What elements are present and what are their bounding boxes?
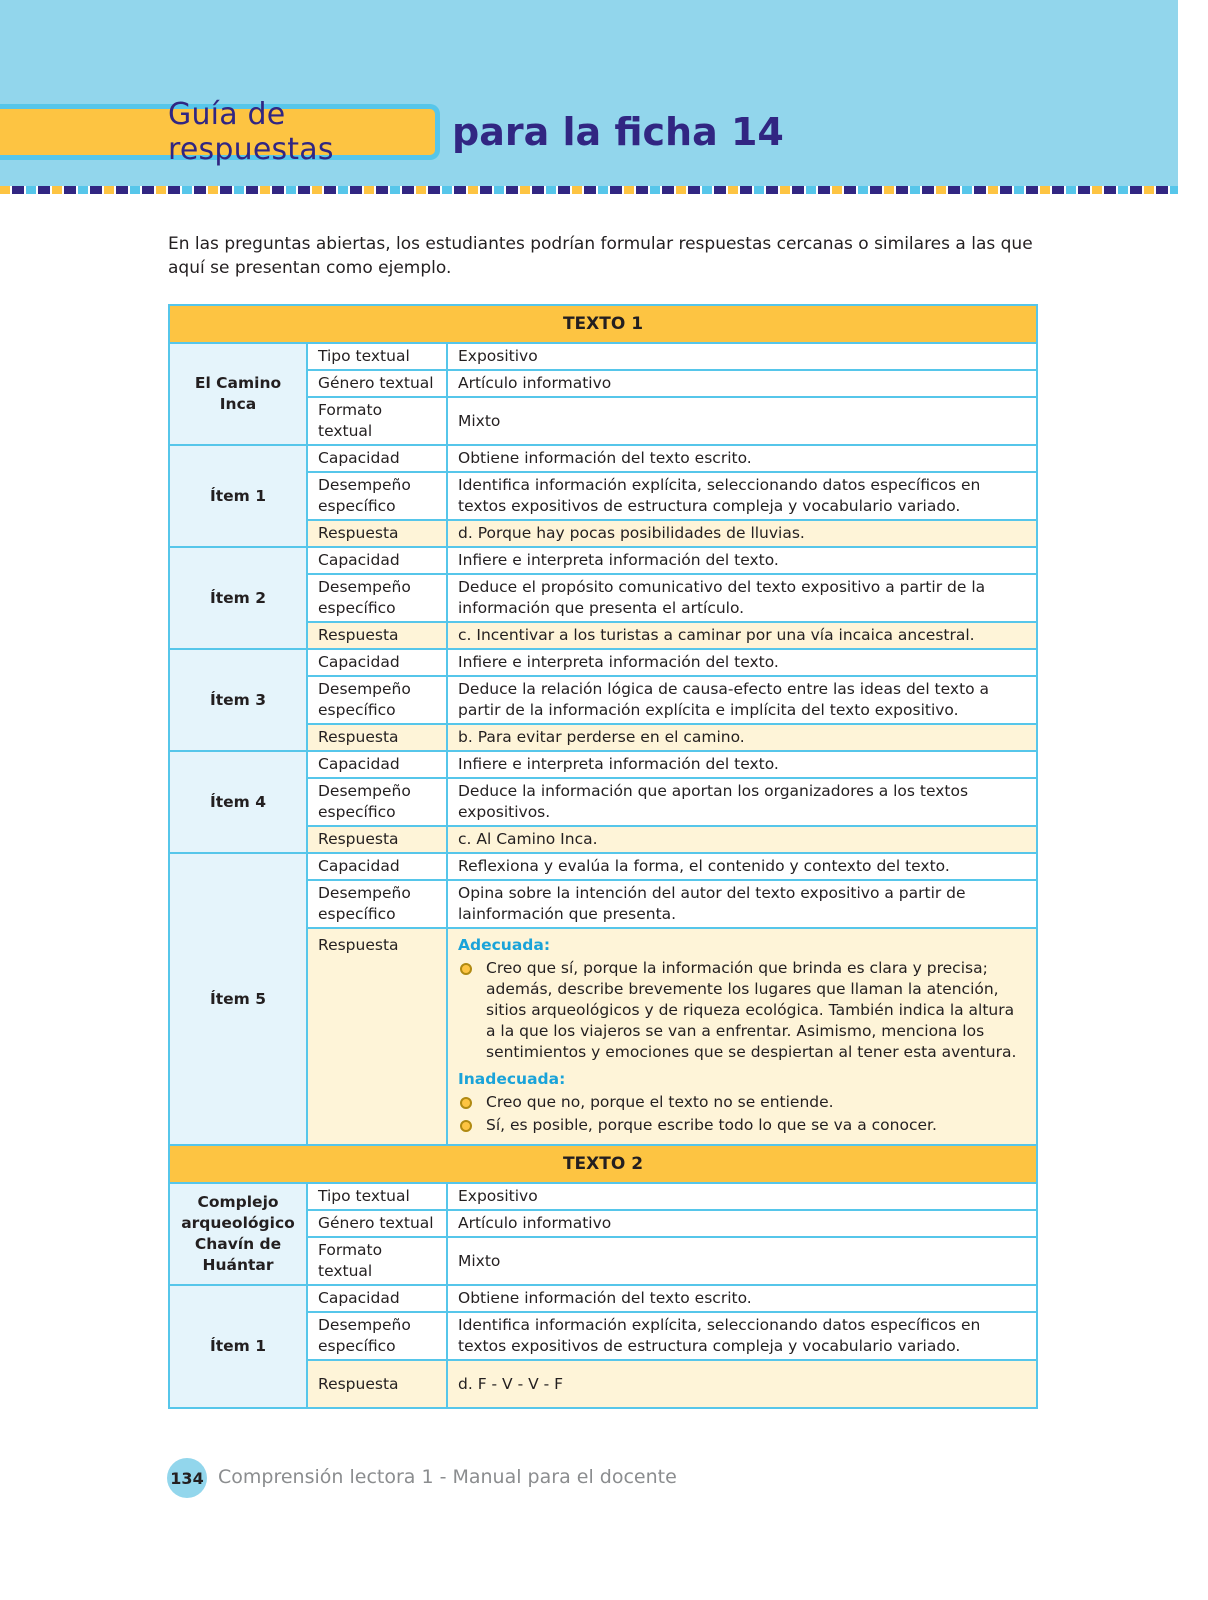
value-cell: Expositivo [447, 1183, 1037, 1210]
value-cell: Deduce la información que aportan los organizadores a los textos expositivos. [447, 778, 1037, 826]
label-cell: Formato textual [307, 1237, 447, 1285]
label-cell: Respuesta [307, 1360, 447, 1408]
label-cell: Capacidad [307, 853, 447, 880]
value-cell: Opina sobre la intención del autor del texto expositivo a partir de lainformación que presenta. [447, 880, 1037, 928]
label-cell: Desempeño específico [307, 574, 447, 622]
item-name-cell: Ítem 1 [169, 445, 307, 547]
table-row [169, 853, 1037, 880]
label-cell: Género textual [307, 370, 447, 397]
item-name-cell: Ítem 1 [169, 1285, 307, 1408]
label-cell: Género textual [307, 1210, 447, 1237]
title-box [0, 97, 440, 167]
answer-cell: c. Al Camino Inca. [447, 826, 1037, 853]
intro-paragraph: En las preguntas abiertas, los estudiantes podrían formular respuestas cercanas o similares a las que aquí se presentan como ejemplo. [168, 234, 1033, 278]
table-row [169, 343, 1037, 370]
label-cell: Desempeño específico [307, 880, 447, 928]
page-title: para la ficha 14 [452, 110, 784, 154]
section-row-texto1 [169, 305, 1037, 343]
item-name-cell: Ítem 4 [169, 751, 307, 853]
list-item: Creo que sí, porque la información que brinda es clara y precisa; además, describe brevemente los lugares que llaman la atención, sitios arqueológicos y de riqueza ecológica. También indica la altura a la que los viajeros se van a enfrentar. Asimismo, menciona los sentimientos y emociones que se despiertan al tener esta aventura. [458, 958, 1026, 1063]
label-cell: Tipo textual [307, 343, 447, 370]
value-cell: Artículo informativo [447, 1210, 1037, 1237]
value-cell: Identifica información explícita, seleccionando datos específicos en textos expositivos de estructura compleja y vocabulario variado. [447, 1312, 1037, 1360]
value-cell: Mixto [447, 397, 1037, 445]
value-cell: Obtiene información del texto escrito. [447, 445, 1037, 472]
item-name-cell: Ítem 5 [169, 853, 307, 1145]
label-cell: Desempeño específico [307, 1312, 447, 1360]
answer-cell: d. Porque hay pocas posibilidades de lluvias. [447, 520, 1037, 547]
label-cell: Respuesta [307, 520, 447, 547]
list-item: Sí, es posible, porque escribe todo lo que se va a conocer. [458, 1115, 1026, 1136]
value-cell: Expositivo [447, 343, 1037, 370]
answer-guide-table [168, 304, 1038, 1409]
label-cell: Respuesta [307, 928, 447, 1145]
value-cell: Obtiene información del texto escrito. [447, 1285, 1037, 1312]
inadecuada-list [458, 1092, 1026, 1136]
answer-cell: c. Incentivar a los turistas a caminar por una vía incaica ancestral. [447, 622, 1037, 649]
adecuada-label: Adecuada: [458, 936, 551, 954]
label-cell: Tipo textual [307, 1183, 447, 1210]
inadecuada-label: Inadecuada: [458, 1070, 566, 1088]
item-name-cell: Ítem 3 [169, 649, 307, 751]
table-row [169, 1183, 1037, 1210]
value-cell: Deduce el propósito comunicativo del texto expositivo a partir de la información que presenta el artículo. [447, 574, 1037, 622]
label-cell: Desempeño específico [307, 778, 447, 826]
label-cell: Desempeño específico [307, 472, 447, 520]
table-row [169, 1285, 1037, 1312]
table-row [169, 751, 1037, 778]
answer-cell: d. F - V - V - F [447, 1360, 1037, 1408]
page-number: 134 [167, 1458, 207, 1498]
footer-text: Comprensión lectora 1 - Manual para el docente [218, 1466, 677, 1488]
label-cell: Capacidad [307, 1285, 447, 1312]
table-row [169, 547, 1037, 574]
label-cell: Desempeño específico [307, 676, 447, 724]
text-name-cell: Complejo arqueológico Chavín de Huántar [169, 1183, 307, 1285]
label-cell: Capacidad [307, 547, 447, 574]
section-heading: TEXTO 2 [169, 1145, 1037, 1183]
value-cell: Identifica información explícita, seleccionando datos específicos en textos expositivos de estructura compleja y vocabulario variado. [447, 472, 1037, 520]
label-cell: Capacidad [307, 751, 447, 778]
value-cell: Infiere e interpreta información del texto. [447, 751, 1037, 778]
adecuada-list [458, 958, 1026, 1063]
label-cell: Capacidad [307, 445, 447, 472]
label-cell: Formato textual [307, 397, 447, 445]
label-cell: Respuesta [307, 622, 447, 649]
label-cell: Respuesta [307, 826, 447, 853]
value-cell: Infiere e interpreta información del texto. [447, 547, 1037, 574]
value-cell: Deduce la relación lógica de causa-efecto entre las ideas del texto a partir de la información explícita e implícita del texto expositivo. [447, 676, 1037, 724]
list-item: Creo que no, porque el texto no se entiende. [458, 1092, 1026, 1113]
text-name-cell: El Camino Inca [169, 343, 307, 445]
value-cell: Reflexiona y evalúa la forma, el contenido y contexto del texto. [447, 853, 1037, 880]
section-heading: TEXTO 1 [169, 305, 1037, 343]
answer-cell: b. Para evitar perderse en el camino. [447, 724, 1037, 751]
value-cell: Artículo informativo [447, 370, 1037, 397]
open-answer-cell [447, 928, 1037, 1145]
value-cell: Infiere e interpreta información del texto. [447, 649, 1037, 676]
table-row [169, 649, 1037, 676]
value-cell: Mixto [447, 1237, 1037, 1285]
header-dash-strip [0, 186, 1178, 194]
label-cell: Capacidad [307, 649, 447, 676]
title-box-text: Guía de respuestas [168, 97, 334, 167]
section-row-texto2 [169, 1145, 1037, 1183]
label-cell: Respuesta [307, 724, 447, 751]
table-row [169, 445, 1037, 472]
item-name-cell: Ítem 2 [169, 547, 307, 649]
